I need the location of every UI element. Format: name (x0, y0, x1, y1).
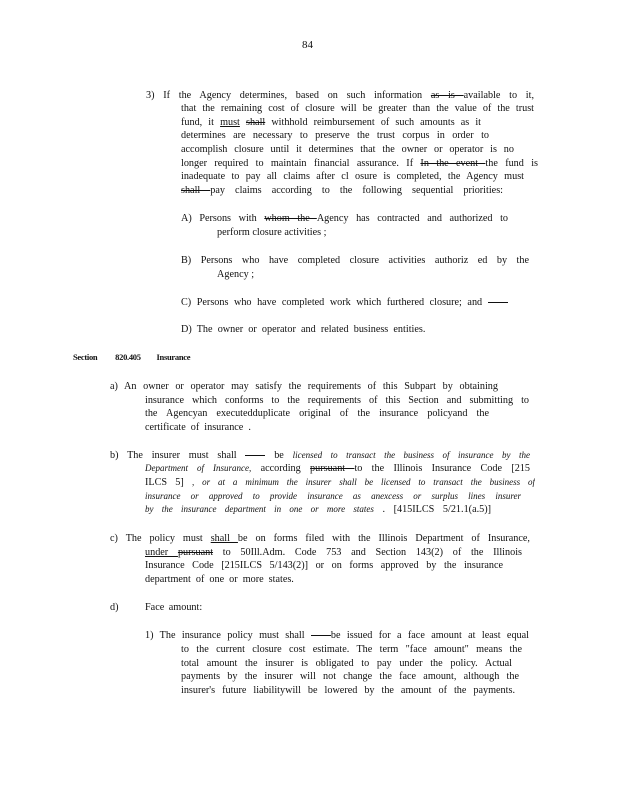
para3-line: 3) If the Agency determines, based on such information as is available to it, (146, 90, 534, 101)
para-d1-line: insurer's future liabilitywill be lowered by the amount of the payments. (181, 685, 515, 696)
priority-item-a: A) Persons with whom the Agency has contracted and authorized to (181, 213, 508, 224)
para-a-line: insurance which conforms to the requirements of this Section and submitting to (145, 395, 529, 406)
para-a-line: the Agencyan executedduplicate original of the insurance policyand the (145, 408, 489, 419)
priority-item-c: C) Persons who have completed work which furthered closure; and (181, 296, 508, 310)
struck-text: as is (430, 90, 464, 101)
struck-text: In the event (420, 158, 486, 169)
italic-text: by the insurance department in one or more states (145, 504, 374, 514)
section-label: Section (73, 352, 98, 362)
para-b-line: by the insurance department in one or more states . [415ILCS 5/21.1(a.5)] (145, 504, 491, 515)
blank-line (245, 455, 265, 456)
underlined-text: must (220, 117, 240, 128)
priority-item-b-cont: Agency ; (217, 269, 255, 280)
struck-text: whom the (264, 213, 317, 224)
italic-text: licensed to transact the business of insurance by the (292, 450, 530, 460)
struck-text: shall (245, 117, 266, 128)
blank-line (311, 635, 331, 636)
para3-line: inadequate to pay all claims after cl osure is completed, the Agency must (181, 171, 524, 182)
para3-line: fund, it must shall withhold reimbursement of such amounts as it (181, 117, 481, 128)
struck-text: shall (181, 185, 211, 196)
para-c-line: department of one or more states. (145, 574, 294, 585)
para-b-line: ILCS 5] , or at a minimum the insurer shall be licensed to transact the business of (145, 477, 535, 488)
section-title: Insurance (156, 352, 191, 362)
para3-line: shall pay claims according to the following sequential priorities: (181, 185, 503, 196)
section-heading (73, 352, 190, 362)
struck-text: pursuant (310, 463, 355, 474)
para3-line: determines are necessary to preserve the trust corpus in order to (181, 130, 489, 141)
para-a-line: certificate of insurance . (145, 422, 251, 433)
para-d-label: d) (110, 602, 119, 613)
struck-text: pursuant (177, 547, 214, 558)
section-number: 820.405 (115, 352, 141, 362)
para-a-line: a) An owner or operator may satisfy the requirements of this Subpart by obtaining (110, 381, 498, 392)
para-c-line: c) The policy must shall be on forms filed with the Illinois Department of Insurance, (110, 533, 530, 544)
para-b-line: Department of Insurance, according pursuant to the Illinois Insurance Code [215 (145, 463, 530, 474)
priority-item-a-cont: perform closure activities ; (217, 227, 327, 238)
italic-text: , or at a minimum the insurer shall be licensed to transact the business of (191, 477, 535, 487)
page-number: 84 (302, 39, 313, 51)
para-c-line: Insurance Code [215ILCS 5/143(2)] or on forms approved by the insurance (145, 560, 503, 571)
para-d1-line: 1) The insurance policy must shall be issued for a face amount at least equal (145, 630, 529, 641)
italic-text: insurance or approved to provide insurance as anexcess or surplus lines insurer (145, 491, 521, 501)
para-b-line (145, 490, 521, 504)
priority-item-d: D) The owner or operator and related business entities. (181, 324, 426, 335)
italic-text: Department of Insurance, (145, 463, 252, 473)
para-b-line: b) The insurer must shall be licensed to transact the business of insurance by the (110, 450, 530, 461)
priority-item-b: B) Persons who have completed closure activities authoriz ed by the (181, 255, 529, 266)
para-d-title: Face amount: (145, 602, 203, 613)
para3-line: longer required to maintain financial assurance. If In the event the fund is (181, 158, 538, 169)
para-d1-line: total amount the insurer is obligated to pay under the policy. Actual (181, 658, 512, 669)
para-d1-line: payments by the insurer will not change the face amount, although the (181, 671, 519, 682)
para-c-line: under pursuant to 50Ill.Adm. Code 753 and Section 143(2) of the Illinois (145, 547, 522, 558)
underlined-text: under (145, 547, 178, 558)
underlined-text: shall (210, 533, 238, 544)
para-d1-line: to the current closure cost estimate. The term "face amount" means the (181, 644, 522, 655)
blank-line (488, 302, 508, 303)
para3-line: accomplish closure until it determines that the owner or operator is no (181, 144, 514, 155)
para3-line: that the remaining cost of closure will be greater than the value of the trust (181, 103, 534, 114)
